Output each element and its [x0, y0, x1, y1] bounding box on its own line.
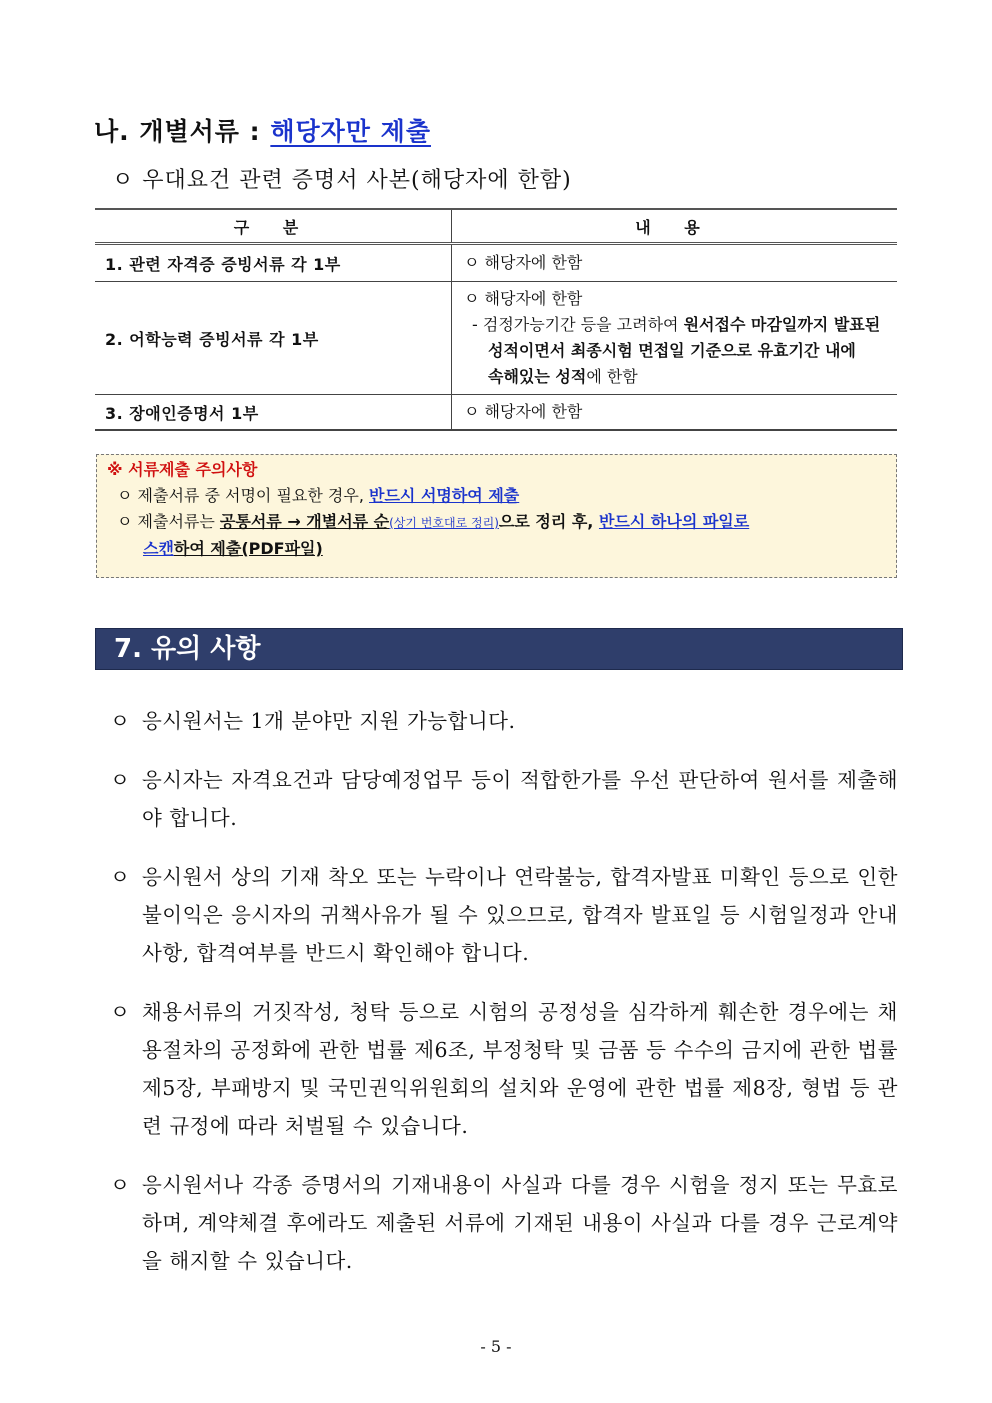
detail-bold-2: 성적이면서 최종시험 면접일 기준으로 유효기간 내에: [488, 341, 856, 360]
notice-item2-text: ㅇ 제출서류는: [117, 512, 220, 531]
note-mark: ㅇ: [110, 768, 131, 792]
submission-notice-box: [96, 454, 897, 578]
row-content: [452, 282, 898, 395]
detail-prefix: - 검정가능기간 등을 고려하여: [472, 315, 684, 334]
note-item: [110, 702, 898, 740]
section-7-header: [95, 628, 903, 670]
row-content: ㅇ 해당자에 한함: [452, 244, 898, 282]
notice-heading: ※ 서류제출 주의사항: [107, 460, 258, 479]
notice-item2-bold: 공통서류 → 개별서류 순: [219, 512, 390, 531]
notice-item1-link: 반드시 서명하여 제출: [369, 486, 520, 505]
notes-list: [110, 702, 898, 1301]
detail-rest-3: 에 한함: [586, 367, 638, 386]
note-text: 응시원서는 1개 분야만 지원 가능합니다.: [142, 709, 516, 733]
bullet-mark: ㅇ: [112, 168, 135, 193]
notice-item2-link: 반드시 하나의 파일로: [598, 512, 750, 531]
notice-item2-small: (상기 번호대로 정리): [389, 516, 499, 530]
note-text: 채용서류의 거짓작성, 청탁 등으로 시험의 공정성을 심각하게 훼손한 경우에는 채용절차의 공정화에 관한 법률 제6조, 부정청탁 및 금품 등 수수의 금지에 관한 법률 제5장, 부패방지 및 국민권익위원회의 설치와 운영에 관한 법률 제8장, 형법 등 관련 규정에 따라 처벌될 수 있습니다.: [142, 1000, 898, 1138]
section-b-title: [94, 112, 431, 148]
note-item: [110, 858, 898, 972]
documents-table: [95, 208, 897, 431]
section-b-title-highlight: 해당자만 제출: [270, 117, 431, 146]
notice-item2-link-cont: 스캔: [143, 539, 174, 558]
section-7-title: 7. 유의 사항: [114, 634, 261, 664]
row-category: 3. 장애인증명서 1부: [95, 395, 452, 431]
detail-line-3: [472, 364, 638, 390]
table-row: [95, 282, 897, 395]
notice-item2-continued: [107, 536, 886, 562]
table-row: [95, 395, 897, 431]
note-mark: ㅇ: [110, 709, 131, 733]
note-item: [110, 761, 898, 837]
notice-item2-end: 하여 제출(PDF파일): [173, 539, 323, 558]
notice-item: [107, 509, 886, 536]
notice-item2-mid: 으로 정리 후,: [498, 512, 599, 531]
note-text: 응시원서나 각종 증명서의 기재내용이 사실과 다를 경우 시험을 정지 또는 무효로 하며, 계약체결 후에라도 제출된 서류에 기재된 내용이 사실과 다를 경우 근로계약을 해지할 수 있습니다.: [142, 1173, 898, 1273]
notice-item: [107, 483, 886, 509]
bullet-text: 우대요건 관련 증명서 사본(해당자에 한함): [142, 168, 572, 193]
row-category: 1. 관련 자격증 증빙서류 각 1부: [95, 244, 452, 282]
note-mark: ㅇ: [110, 1173, 131, 1197]
detail-bold-1: 원서접수 마감일까지 발표된: [683, 315, 881, 334]
table-header-row: [95, 209, 897, 244]
note-item: [110, 1166, 898, 1280]
section-b-title-prefix: 나. 개별서류 :: [94, 117, 271, 146]
row-content-main: ㅇ 해당자에 한함: [464, 289, 583, 308]
row-category: 2. 어학능력 증빙서류 각 1부: [95, 282, 452, 395]
table-row: [95, 244, 897, 282]
notice-item1-text: ㅇ 제출서류 중 서명이 필요한 경우,: [117, 486, 369, 505]
page-number: - 5 -: [480, 1337, 512, 1356]
note-text: 응시원서 상의 기재 착오 또는 누락이나 연락불능, 합격자발표 미확인 등으로 인한 불이익은 응시자의 귀책사유가 될 수 있으므로, 합격자 발표일 등 시험일정과 안내사항, 합격여부를 반드시 확인해야 합니다.: [142, 865, 898, 965]
row-content: ㅇ 해당자에 한함: [452, 395, 898, 431]
header-category: 구 분: [95, 209, 452, 244]
row-content-detail: [464, 312, 887, 390]
note-text: 응시자는 자격요건과 담당예정업무 등이 적합한가를 우선 판단하여 원서를 제출해야 합니다.: [142, 768, 898, 830]
section-b-bullet: [112, 163, 572, 194]
note-item: [110, 993, 898, 1145]
detail-bold-3: 속해있는 성적: [488, 367, 587, 386]
note-mark: ㅇ: [110, 865, 131, 889]
header-content: 내 용: [452, 209, 898, 244]
note-mark: ㅇ: [110, 1000, 131, 1024]
